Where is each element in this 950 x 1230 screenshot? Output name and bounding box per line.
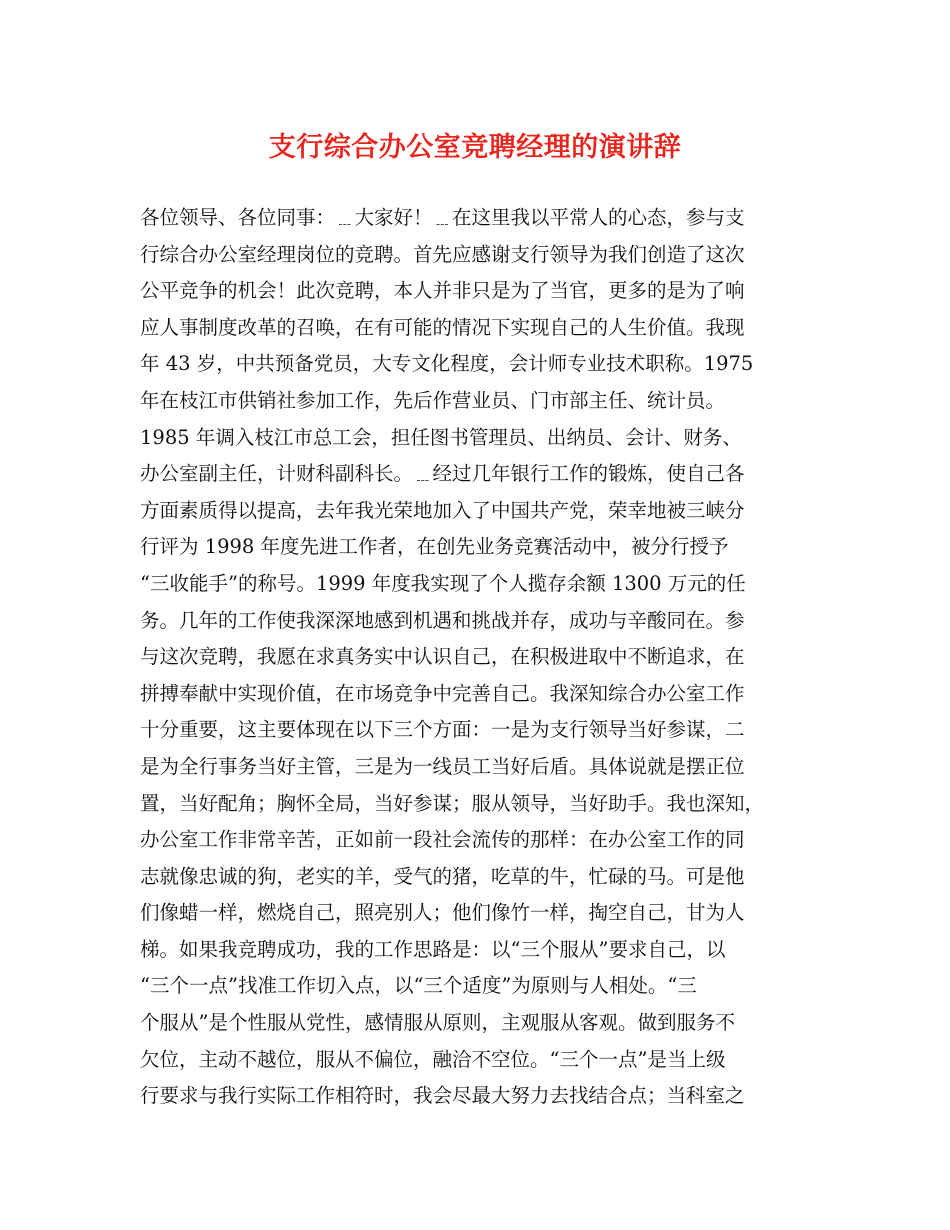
body-line: 拼搏奉献中实现价值，在市场竞争中完善自己。我深知综合办公室工作	[140, 681, 745, 705]
body-line: 行综合办公室经理岗位的竞聘。首先应感谢支行领导为我们创造了这次	[140, 242, 745, 266]
body-line: 梯。如果我竞聘成功，我的工作思路是：以“三个服从”要求自己，以	[140, 937, 726, 961]
body-line: 公平竞争的机会！此次竞聘，本人并非只是为了当官，更多的是为了响	[140, 279, 745, 303]
body-line: 置，当好配角；胸怀全局，当好参谋；服从领导，当好助手。我也深知，	[140, 791, 765, 815]
body-line: 方面素质得以提高，去年我光荣地加入了中国共产党，荣幸地被三峡分	[140, 498, 745, 522]
body-line: “三收能手”的称号。1999 年度我实现了个人揽存余额 1300 万元的任	[140, 571, 746, 595]
body-line: 十分重要，这主要体现在以下三个方面：一是为支行领导当好参谋，二	[140, 718, 745, 742]
document-body	[140, 200, 830, 1115]
body-line: 办公室工作非常辛苦，正如前一段社会流传的那样：在办公室工作的同	[140, 828, 745, 852]
body-line: 各位领导、各位同事：﹍大家好！﹍在这里我以平常人的心态，参与支	[140, 206, 745, 229]
body-line: 务。几年的工作使我深深地感到机遇和挑战并存，成功与辛酸同在。参	[140, 608, 745, 632]
body-line: 应人事制度改革的召唤，在有可能的情况下实现自己的人生价值。我现	[140, 315, 745, 339]
body-line: 个服从”是个性服从党性，感情服从原则，主观服从客观。做到服务不	[140, 1011, 735, 1035]
body-line: 办公室副主任，计财科副科长。﹍经过几年银行工作的锻炼，使自己各	[140, 462, 745, 486]
body-line: 欠位，主动不越位，服从不偏位，融洽不空位。“三个一点”是当上级	[140, 1047, 726, 1071]
body-line: 年 43 岁，中共预备党员，大专文化程度，会计师专业技术职称。1975	[140, 352, 754, 376]
document-title: 支行综合办公室竞聘经理的演讲辞	[268, 132, 682, 163]
body-line: 是为全行事务当好主管，三是为一线员工当好后盾。具体说就是摆正位	[140, 754, 745, 778]
body-line: 志就像忠诚的狗，老实的羊，受气的猪，吃草的牛，忙碌的马。可是他	[140, 864, 745, 888]
body-line: 行评为 1998 年度先进工作者，在创先业务竞赛活动中，被分行授予	[140, 535, 729, 559]
body-line: “三个一点”找准工作切入点，以“三个适度”为原则与人相处。“三	[140, 974, 697, 998]
body-line: 们像蜡一样，燃烧自己，照亮别人；他们像竹一样，掏空自己，甘为人	[140, 901, 745, 925]
body-line: 1985 年调入枝江市总工会，担任图书管理员、出纳员、会计、财务、	[140, 425, 742, 449]
body-line: 年在枝江市供销社参加工作，先后作营业员、门市部主任、统计员。	[140, 388, 726, 412]
body-line: 与这次竞聘，我愿在求真务实中认识自己，在积极进取中不断追求，在	[140, 645, 745, 669]
body-line: 行要求与我行实际工作相符时，我会尽最大努力去找结合点；当科室之	[140, 1084, 745, 1108]
